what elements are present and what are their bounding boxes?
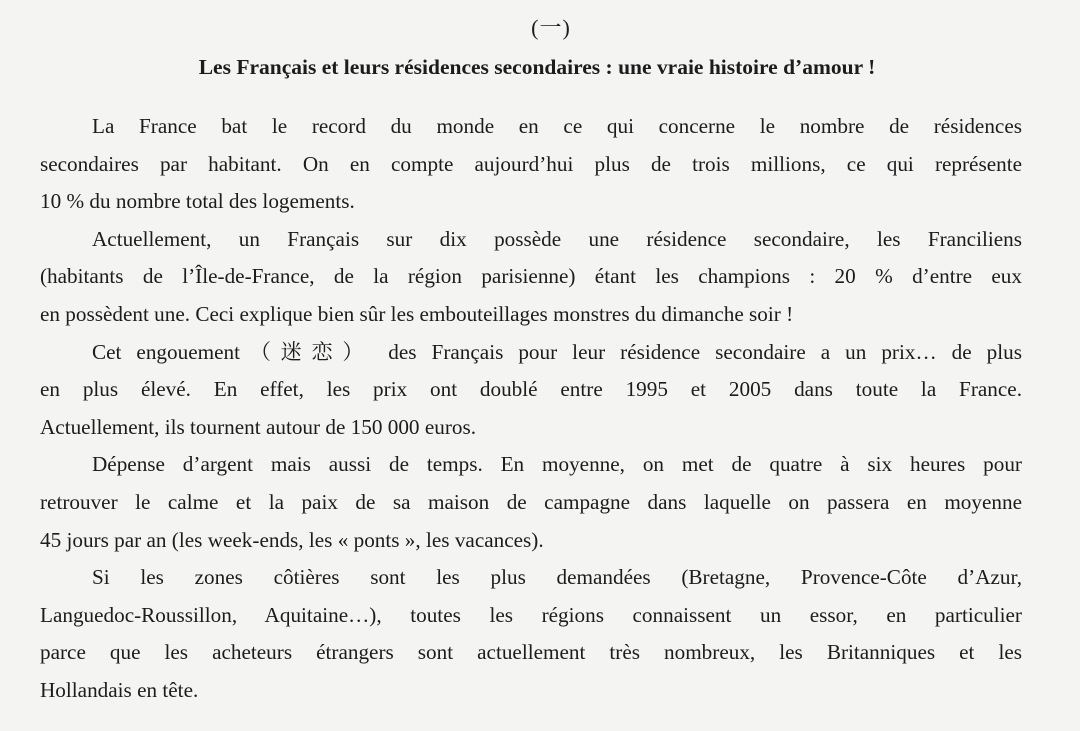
paragraph-line: Actuellement, un Français sur dix possède une résidence secondaire, les Franciliens [92, 226, 1022, 251]
paragraph-line: Cet engouement（迷恋） des Français pour leur résidence secondaire a un prix… de plus [92, 339, 1022, 364]
paragraph-line: Languedoc-Roussillon, Aquitaine…), toutes les régions connaissent un essor, en particulier [40, 602, 1022, 627]
paragraph-line: en plus élevé. En effet, les prix ont doublé entre 1995 et 2005 dans toute la France. [40, 377, 1022, 402]
paragraph-line: Si les zones côtières sont les plus demandées (Bretagne, Provence-Côte d’Azur, [92, 565, 1022, 590]
paragraph-line: Actuellement, ils tournent autour de 150 000 euros. [40, 414, 477, 439]
paragraph-line: 10 % du nombre total des logements. [40, 189, 355, 214]
paragraph-line: Hollandais en tête. [40, 677, 199, 702]
paragraph-5 [40, 559, 1022, 709]
article-title: Les Français et leurs résidences secondaires : une vraie histoire d’amour ! [198, 55, 876, 79]
paragraph-line: parce que les acheteurs étrangers sont actuellement très nombreux, les Britanniques et les [40, 640, 1022, 665]
paragraph-line: en possèdent une. Ceci explique bien sûr les embouteillages monstres du dimanche soir ! [40, 301, 794, 326]
paragraph-2 [40, 221, 1022, 334]
paragraph-line: secondaires par habitant. On en compte aujourd’hui plus de trois millions, ce qui représente [40, 151, 1022, 176]
paragraph-1 [40, 108, 1022, 221]
paragraph-4 [40, 446, 1022, 559]
paragraph-line: retrouver le calme et la paix de sa maison de campagne dans laquelle on passera en moyenne [40, 489, 1022, 514]
paragraph-line: La France bat le record du monde en ce qui concerne le nombre de résidences [92, 114, 1022, 138]
paragraph-line: (habitants de l’Île-de-France, de la région parisienne) étant les champions : 20 % d’entre eux [40, 264, 1022, 289]
article-body [40, 108, 1022, 710]
paragraph-line: 45 jours par an (les week-ends, les « ponts », les vacances). [40, 527, 544, 552]
paragraph-line: Dépense d’argent mais aussi de temps. En moyenne, on met de quatre à six heures pour [92, 452, 1022, 477]
section-number: (一) [531, 15, 571, 40]
paragraph-3 [40, 334, 1022, 447]
